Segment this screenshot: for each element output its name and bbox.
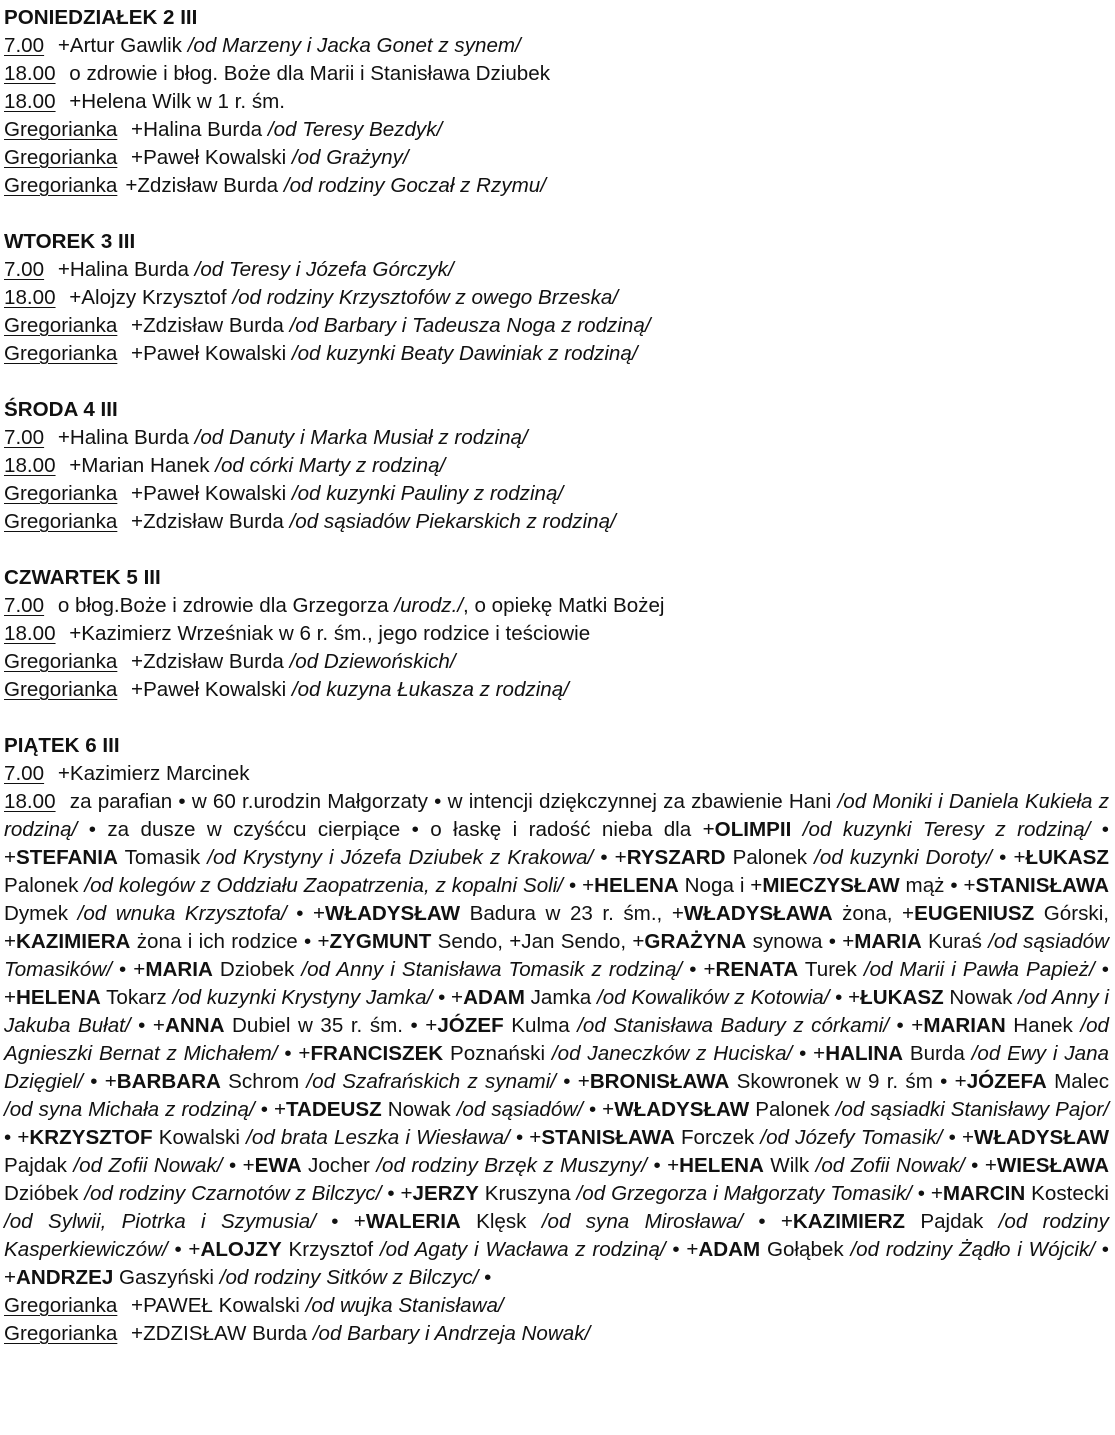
gregorian-label: Gregorianka: [4, 678, 118, 701]
gregorian-label: Gregorianka: [4, 510, 118, 533]
intention-text: • +: [792, 1042, 826, 1065]
intention-text: +Paweł Kowalski: [125, 678, 292, 701]
deceased-name: BARBARA: [116, 1070, 221, 1093]
mass-entry: [4, 480, 1111, 508]
intention-text: Schrom: [220, 1070, 307, 1093]
intention-text: o błog.Boże i zdrowie dla Grzegorza: [52, 594, 395, 617]
deceased-name: WALERIA: [365, 1210, 461, 1233]
deceased-name: FRANCISZEK: [310, 1042, 444, 1065]
intention-text: +Halina Burda: [52, 426, 195, 449]
intention-text: Poznański: [443, 1042, 552, 1065]
intention-text: Tomasik: [117, 846, 208, 869]
donor-note: /od Teresy i Józefa Górczyk/: [194, 258, 454, 281]
intention-text: Kruszyna: [478, 1182, 577, 1205]
deceased-name: JERZY: [412, 1182, 479, 1205]
deceased-name: HELENA: [16, 986, 101, 1009]
intention-text: Pajdak: [905, 1210, 999, 1233]
deceased-name: ANNA: [164, 1014, 225, 1037]
intention-text: • +: [4, 1126, 30, 1149]
mass-entry: [4, 508, 1111, 536]
mass-time: 18.00: [4, 286, 56, 309]
deceased-name: BRONISŁAWA: [589, 1070, 730, 1093]
deceased-name: RENATA: [715, 958, 799, 981]
mass-entry: [4, 424, 1111, 452]
day-section: [4, 4, 1111, 200]
intention-text: Pajdak: [4, 1154, 74, 1177]
mass-entry: [4, 648, 1111, 676]
deceased-name: MARCIN: [942, 1182, 1026, 1205]
deceased-name: EWA: [254, 1154, 302, 1177]
donor-note: /od kuzyna Łukasza z rodziną/: [291, 678, 569, 701]
intention-text: Kuraś: [921, 930, 989, 953]
mass-time: 7.00: [4, 34, 45, 57]
intention-text: +Zdzisław Burda: [125, 174, 284, 197]
intention-text: • +: [130, 1014, 165, 1037]
intention-text: Malec: [1046, 1070, 1110, 1093]
mass-time: 7.00: [4, 762, 45, 785]
donor-note: /od rodziny Żądło i Wójcik/: [850, 1238, 1095, 1261]
donor-note: /od sąsiadów/: [456, 1098, 583, 1121]
deceased-name: ADAM: [698, 1238, 761, 1261]
deceased-name: EUGENIUSZ: [914, 902, 1035, 925]
intention-text: Krzysztof: [281, 1238, 380, 1261]
intention-text: • +: [829, 986, 861, 1009]
intention-text: Kowalski: [152, 1126, 247, 1149]
intention-text: Dziobek: [212, 958, 302, 981]
intention-text: Badura w 23 r. śm., +: [460, 902, 684, 925]
intention-text: +Kazimierz Wrześniak w 6 r. śm., jego rodzice i teściowie: [63, 622, 591, 645]
intention-text: • +: [563, 874, 595, 897]
donor-note: /od Teresy Bezdyk/: [267, 118, 443, 141]
day-heading: CZWARTEK 5 III: [4, 566, 161, 589]
gregorian-label: Gregorianka: [4, 342, 118, 365]
intention-text: Hanek: [1005, 1014, 1081, 1037]
intention-text: • +: [556, 1070, 590, 1093]
intention-text: +Zdzisław Burda: [125, 510, 290, 533]
intention-text: •: [478, 1266, 492, 1289]
intention-text: +Helena Wilk w 1 r. śm.: [63, 90, 285, 113]
intention-text: Dzióbek: [4, 1182, 85, 1205]
donor-note: /od Barbary i Tadeusza Noga z rodziną/: [289, 314, 651, 337]
donor-note: /od kuzynki Krystyny Jamka/: [172, 986, 433, 1009]
intention-text: • +: [222, 1154, 255, 1177]
intention-text: • +: [582, 1098, 615, 1121]
donor-note: /od rodziny Sitków z Bilczyc/: [219, 1266, 479, 1289]
donor-note: /od wujka Stanisława/: [305, 1294, 504, 1317]
intention-text: • +: [4, 1238, 1109, 1289]
intention-text: Gołąbek: [760, 1238, 851, 1261]
mass-entry: [4, 144, 1111, 172]
mass-entry: [4, 172, 1111, 200]
mass-entry: [4, 256, 1111, 284]
donor-note: /od wnuka Krzysztofa/: [77, 902, 287, 925]
deceased-name: WŁADYSŁAWA: [683, 902, 833, 925]
intention-text: +Paweł Kowalski: [125, 342, 292, 365]
deceased-name: MIECZYSŁAW: [762, 874, 900, 897]
donor-note: /od kolegów z Oddziału Zaopatrzenia, z kopalni Soli/: [84, 874, 564, 897]
deceased-name: TADEUSZ: [286, 1098, 382, 1121]
donor-note: /od kuzynki Pauliny z rodziną/: [291, 482, 564, 505]
gregorian-label: Gregorianka: [4, 314, 118, 337]
intention-text: za parafian • w 60 r.urodzin Małgorzaty • w intencji dziękczynnej za zbawienie Hani: [69, 790, 838, 813]
mass-time: 18.00: [4, 62, 56, 85]
deceased-name: WŁADYSŁAW: [325, 902, 461, 925]
intention-text: +Halina Burda: [52, 258, 195, 281]
intention-text: • za dusze w czyśćcu cierpiące • o łaskę i radość nieba dla +: [77, 818, 715, 841]
donor-note: /od Zofii Nowak/: [73, 1154, 223, 1177]
intention-text: • +: [82, 1070, 117, 1093]
donor-note: /od Marzeny i Jacka Gonet z synem/: [187, 34, 521, 57]
intention-text: Palonek: [749, 1098, 836, 1121]
intention-text: +Zdzisław Burda: [125, 314, 290, 337]
intention-text: • +: [111, 958, 146, 981]
intention-text: mąż • +: [899, 874, 976, 897]
donor-note: /od rodziny Kasperkiewiczów/: [4, 1210, 1109, 1261]
intention-text: Tokarz: [100, 986, 173, 1009]
intention-text: • +: [381, 1182, 413, 1205]
donor-note: /od Danuty i Marka Musiał z rodziną/: [194, 426, 528, 449]
day-section-friday: [4, 732, 1111, 1348]
gregorian-label: Gregorianka: [4, 174, 118, 197]
donor-note: /od Sylwii, Piotrka i Szymusia/: [4, 1210, 316, 1233]
donor-note: /od Marii i Pawła Papież/: [863, 958, 1095, 981]
intention-text: • +: [593, 846, 627, 869]
intention-text: +Artur Gawlik: [52, 34, 188, 57]
deceased-name: HELENA: [594, 874, 679, 897]
intention-text: Kulma: [503, 1014, 578, 1037]
deceased-name: ADAM: [463, 986, 525, 1009]
donor-note: /od rodziny Goczał z Rzymu/: [283, 174, 546, 197]
intention-text: • +: [4, 818, 1110, 869]
mass-entry: [4, 676, 1111, 704]
mass-entry: [4, 60, 1111, 88]
deceased-name: ZYGMUNT: [329, 930, 432, 953]
intention-text: +Alojzy Krzysztof: [63, 286, 233, 309]
intention-text: +PAWEŁ Kowalski: [125, 1294, 306, 1317]
donor-note: /od Janeczków z Huciska/: [551, 1042, 793, 1065]
days-list: [4, 4, 1111, 704]
intention-text: Dymek: [4, 902, 78, 925]
intention-text: • +: [992, 846, 1026, 869]
mass-entry: [4, 116, 1111, 144]
deceased-name: ANDRZEJ: [16, 1266, 114, 1289]
donor-note: /od Agaty i Wacława z rodziną/: [379, 1238, 666, 1261]
donor-note: /od kuzynki Beaty Dawiniak z rodziną/: [291, 342, 638, 365]
intention-text: Noga i +: [678, 874, 763, 897]
gregorian-label: Gregorianka: [4, 118, 118, 141]
intention-text-continued: , o opiekę Matki Bożej: [463, 594, 665, 617]
intention-text: Górski, +: [4, 902, 1109, 953]
mass-entry: [4, 760, 1111, 788]
donor-note: /od Kowalików z Kotowia/: [597, 986, 830, 1009]
deceased-name: STEFANIA: [16, 846, 118, 869]
mass-time: 18.00: [4, 790, 56, 813]
intention-text: • +: [964, 1154, 997, 1177]
deceased-name: ŁUKASZ: [1025, 846, 1109, 869]
donor-note: /od rodziny Brzęk z Muszyny/: [376, 1154, 648, 1177]
collective-intention-paragraph: [4, 788, 1109, 1292]
donor-note: /od córki Marty z rodziną/: [215, 454, 446, 477]
deceased-name: MARIA: [854, 930, 922, 953]
intention-text: • +: [665, 1238, 699, 1261]
donor-note: /od Agnieszki Bernat z Michałem/: [4, 1014, 1109, 1065]
mass-entry: [4, 1292, 1111, 1320]
intention-text: +Halina Burda: [125, 118, 268, 141]
mass-entry: [4, 1320, 1111, 1348]
intention-text: • +: [286, 902, 326, 925]
deceased-name: MARIA: [145, 958, 213, 981]
mass-entry: [4, 88, 1111, 116]
donor-note: /od Anny i Stanisława Tomasik z rodziną/: [301, 958, 683, 981]
deceased-name: STANISŁAWA: [541, 1126, 675, 1149]
deceased-name: OLIMPII: [714, 818, 792, 841]
mass-time: 18.00: [4, 454, 56, 477]
intention-text: żona, +: [832, 902, 915, 925]
intention-text: Forczek: [674, 1126, 761, 1149]
deceased-name: HALINA: [825, 1042, 903, 1065]
intention-text: Jamka: [524, 986, 597, 1009]
deceased-name: JÓZEFA: [966, 1070, 1047, 1093]
intention-text: Gaszyński: [113, 1266, 220, 1289]
gregorian-label: Gregorianka: [4, 482, 118, 505]
deceased-name: HELENA: [679, 1154, 764, 1177]
intention-text: • +: [315, 1210, 366, 1233]
intention-text: o zdrowie i błog. Boże dla Marii i Stanisława Dziubek: [63, 62, 551, 85]
intention-text: +Paweł Kowalski: [125, 482, 292, 505]
intention-text: • +: [167, 1238, 201, 1261]
deceased-name: ŁUKASZ: [860, 986, 944, 1009]
donor-note: /od Dziewońskich/: [289, 650, 456, 673]
mass-time: 7.00: [4, 426, 45, 449]
donor-note: /urodz./: [394, 594, 464, 617]
day-section: [4, 228, 1111, 368]
mass-entry: [4, 592, 1111, 620]
intention-text: Palonek: [725, 846, 815, 869]
intention-text: Wilk: [763, 1154, 816, 1177]
mass-time: 7.00: [4, 258, 45, 281]
intention-text: Klęsk: [460, 1210, 542, 1233]
deceased-name: JÓZEF: [437, 1014, 504, 1037]
intention-text: • +: [277, 1042, 311, 1065]
intention-text: +Paweł Kowalski: [125, 146, 292, 169]
mass-entry: [4, 452, 1111, 480]
mass-time: 18.00: [4, 622, 56, 645]
intention-text: Burda: [903, 1042, 972, 1065]
donor-note: /od Grażyny/: [291, 146, 409, 169]
intention-text: • +: [942, 1126, 975, 1149]
donor-note: /od syna Mirosława/: [541, 1210, 744, 1233]
donor-note: /od Anny i Jakuba Bułat/: [4, 986, 1109, 1037]
intention-text: +Kazimierz Marcinek: [52, 762, 250, 785]
donor-note: /od syna Michała z rodziną/: [4, 1098, 255, 1121]
gregorian-label: Gregorianka: [4, 1294, 118, 1317]
donor-note: /od rodziny Czarnotów z Bilczyc/: [84, 1182, 382, 1205]
donor-note: /od kuzynki Teresy z rodziną/: [802, 818, 1091, 841]
donor-note: /od Ewy i Jana Dzięgiel/: [4, 1042, 1109, 1093]
deceased-name: ALOJZY: [200, 1238, 282, 1261]
intention-text: Nowak: [943, 986, 1019, 1009]
donor-note: /od sąsiadów Piekarskich z rodziną/: [289, 510, 616, 533]
day-section: [4, 564, 1111, 704]
intention-text: Nowak: [381, 1098, 457, 1121]
intention-text: +Zdzisław Burda: [125, 650, 290, 673]
intention-text: Turek: [798, 958, 864, 981]
deceased-name: GRAŻYNA: [644, 930, 747, 953]
deceased-name: RYSZARD: [626, 846, 726, 869]
deceased-name: WŁADYSŁAW: [974, 1126, 1110, 1149]
deceased-name: MARIAN: [923, 1014, 1006, 1037]
intention-text: • +: [911, 1182, 943, 1205]
day-heading: ŚRODA 4 III: [4, 398, 118, 421]
deceased-name: STANISŁAWA: [975, 874, 1109, 897]
intention-text: • +: [743, 1210, 793, 1233]
day-heading: WTOREK 3 III: [4, 230, 136, 253]
day-section: [4, 396, 1111, 536]
donor-note: /od Barbary i Andrzeja Nowak/: [312, 1322, 591, 1345]
intention-text: Palonek: [4, 874, 85, 897]
intention-text: • +: [647, 1154, 680, 1177]
day-heading: PIĄTEK 6 III: [4, 734, 120, 757]
intention-text: Sendo, +Jan Sendo, +: [431, 930, 645, 953]
deceased-name: KRZYSZTOF: [29, 1126, 153, 1149]
deceased-name: KAZIMIERZ: [792, 1210, 906, 1233]
intention-text: • +: [888, 1014, 924, 1037]
intention-text: żona i ich rodzice • +: [130, 930, 330, 953]
mass-entry: [4, 312, 1111, 340]
mass-entry: [4, 284, 1111, 312]
donor-note: /od Szafrańskich z synami/: [306, 1070, 557, 1093]
intention-text: +ZDZISŁAW Burda: [125, 1322, 313, 1345]
donor-note: /od Krystyny i Józefa Dziubek z Krakowa/: [207, 846, 594, 869]
intention-text: Kostecki: [1025, 1182, 1110, 1205]
intention-text: Jocher: [301, 1154, 377, 1177]
donor-note: /od Grzegorza i Małgorzaty Tomasik/: [576, 1182, 912, 1205]
intention-text: • +: [254, 1098, 286, 1121]
mass-time: 7.00: [4, 594, 45, 617]
intention-text: Dubiel w 35 r. śm. • +: [224, 1014, 438, 1037]
intention-text: • +: [509, 1126, 542, 1149]
donor-note: /od Zofii Nowak/: [815, 1154, 965, 1177]
mass-entry: [4, 620, 1111, 648]
gregorian-label: Gregorianka: [4, 146, 118, 169]
intention-text: +Marian Hanek: [63, 454, 216, 477]
intention-text: • +: [682, 958, 716, 981]
mass-time: 18.00: [4, 90, 56, 113]
donor-note: /od rodziny Krzysztofów z owego Brzeska/: [232, 286, 619, 309]
donor-note: /od Moniki i Daniela Kukieła z rodziną/: [4, 790, 1110, 841]
donor-note: /od Stanisława Badury z córkami/: [577, 1014, 889, 1037]
intention-text: • +: [432, 986, 464, 1009]
donor-note: /od sąsiadów Tomasików/: [4, 930, 1110, 981]
intention-text: [791, 818, 802, 841]
donor-note: /od kuzynki Doroty/: [814, 846, 993, 869]
gregorian-label: Gregorianka: [4, 1322, 118, 1345]
donor-note: /od sąsiadki Stanisławy Pajor/: [835, 1098, 1109, 1121]
donor-note: /od Józefy Tomasik/: [760, 1126, 943, 1149]
deceased-name: WIESŁAWA: [996, 1154, 1109, 1177]
intention-text: Skowronek w 9 r. śm • +: [729, 1070, 967, 1093]
donor-note: /od brata Leszka i Wiesława/: [246, 1126, 510, 1149]
day-heading: PONIEDZIAŁEK 2 III: [4, 6, 198, 29]
gregorian-entries: [4, 1292, 1111, 1348]
deceased-name: WŁADYSŁAW: [614, 1098, 750, 1121]
intention-text: synowa • +: [746, 930, 855, 953]
gregorian-label: Gregorianka: [4, 650, 118, 673]
intention-text: • +: [4, 958, 1109, 1009]
deceased-name: KAZIMIERA: [16, 930, 131, 953]
mass-entry: [4, 32, 1111, 60]
mass-entry: [4, 340, 1111, 368]
